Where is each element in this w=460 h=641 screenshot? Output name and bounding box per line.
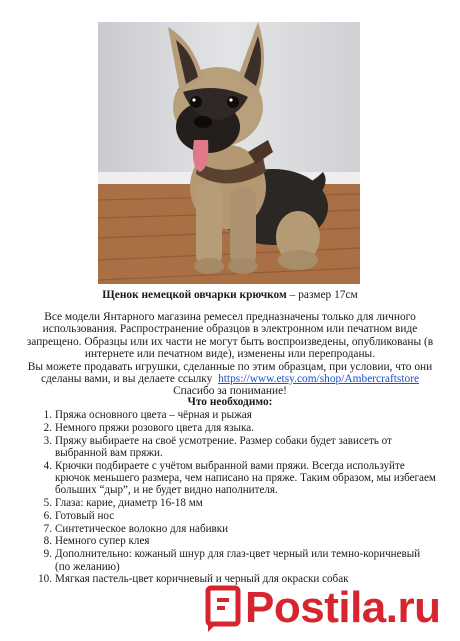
list-item-number: 10. [38, 573, 52, 586]
selling-terms-text [22, 361, 438, 386]
usage-restriction-text: Все модели Янтарного магазина ремесел предназначены только для личного использования. Распространение образцов в электронном или печатном виде запрещено. Образцы или их части не могут быть воспроизведены, опубликованы (в интернете или печатном виде), изменены или перепроданы. [26, 311, 434, 361]
materials-heading: Что необходимо: [187, 396, 273, 408]
list-item [22, 435, 436, 460]
list-item-text: Крючки подбираете с учётом выбранной вами пряжи. Всегда используйте крючок меньшего размера, чем написано на пряже. Таким образом, мы избегаем больших “дыр”, и не будет видно наполнителя. [55, 459, 436, 497]
product-photo [98, 22, 360, 284]
list-item-number: 9. [43, 548, 52, 561]
postila-watermark [205, 582, 455, 634]
list-item-number: 1. [43, 409, 52, 421]
list-item-text: Синтетическое волокно для набивки [55, 522, 229, 535]
list-item [22, 548, 436, 573]
pattern-title [0, 288, 460, 302]
list-item-number: 6. [43, 509, 52, 522]
list-item-text: Дополнительно: кожаный шнур для глаз-цвет черный или темно-коричневый (по желанию) [55, 548, 421, 573]
list-item-number: 8. [43, 535, 52, 548]
puppy-illustration [98, 22, 360, 284]
selling-terms-sentence: Вы можете продавать игрушки, сделанные по этим образцам, при условии, что они сделаны вами, и вы делаете ссылку [27, 360, 433, 386]
list-item-number: 7. [43, 522, 52, 535]
etsy-shop-link[interactable]: https://www.etsy.com/shop/Ambercraftstore [218, 373, 420, 386]
list-item-text: Немного пряжи розового цвета для языка. [55, 421, 254, 434]
list-item [22, 510, 436, 522]
thanks-text: Спасибо за понимание! [173, 385, 287, 398]
list-item-text: Пряжу выбираете на своё усмотрение. Размер собаки будет зависеть от выбранной вам пряжи. [55, 434, 392, 459]
list-item [22, 535, 436, 547]
watermark-text: Postila.ru [245, 583, 441, 632]
copyright-notice [22, 311, 438, 398]
list-item [22, 460, 436, 497]
postila-logo-icon [205, 582, 243, 634]
list-item [22, 497, 436, 509]
list-item-number: 4. [43, 459, 52, 472]
list-item-number: 2. [43, 421, 52, 434]
pattern-title-size: – размер 17см [286, 289, 358, 301]
list-item-text: Пряжа основного цвета – чёрная и рыжая [55, 409, 252, 421]
list-item [22, 422, 436, 434]
list-item [22, 409, 436, 421]
list-item-number: 3. [43, 434, 52, 447]
list-item-text: Немного супер клея [55, 535, 150, 548]
materials-list [22, 409, 436, 586]
list-item-text: Мягкая пастель-цвет коричневый и черный для окраски собак [55, 573, 349, 586]
list-item-number: 5. [43, 497, 52, 510]
list-item-text: Готовый нос [55, 509, 115, 522]
list-item-text: Глаза: карие, диаметр 16-18 мм [55, 497, 203, 510]
pattern-title-bold: Щенок немецкой овчарки крючком [102, 289, 287, 301]
list-item [22, 523, 436, 535]
